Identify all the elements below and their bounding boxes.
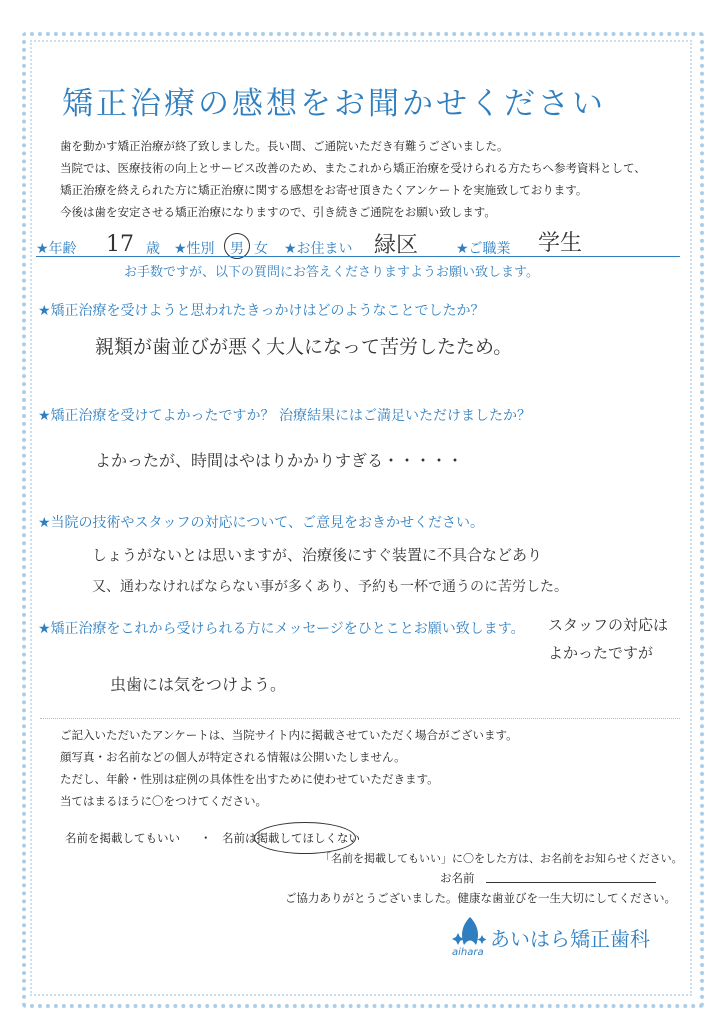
clinic-name: あいはら矯正歯科 (490, 927, 650, 951)
answer-3-line-3: スタッフの対応は (548, 616, 669, 634)
age-value: 17 (106, 232, 134, 257)
option-no-publish[interactable]: 名前は掲載してほしくない (222, 831, 360, 845)
answer-2: よかったが、時間はやはりかかりすぎる・・・・・ (95, 451, 464, 470)
note-line: ご記入いただいたアンケートは、当院サイト内に掲載させていただく場合がございます。 (60, 728, 518, 742)
question-1: ★矯正治療を受けようと思われたきっかけはどのようなことでしたか？ (38, 303, 485, 319)
intro-line: 今後は歯を安定させる矯正治療になりますので、引き続きご通院をお願い致します。 (60, 205, 496, 219)
option-publish[interactable]: 名前を掲載してもいい (65, 831, 180, 845)
question-4: ★矯正治療をこれから受けられる方にメッセージをひとことお願い致します。 (38, 621, 525, 637)
sex-male-option[interactable]: 男 (230, 241, 244, 257)
question-2: ★矯正治療を受けてよかったですか？ 治療結果にはご満足いただけましたか？ (38, 408, 531, 424)
thanks-text: ご協力ありがとうございました。健康な歯並びを一生大切にしてください。 (285, 891, 676, 905)
address-value: 緑区 (374, 233, 419, 258)
info-underline (36, 256, 680, 257)
publish-instruction: 「名前を掲載してもいい」に〇をした方は、お名前をお知らせください。 (320, 852, 683, 865)
name-field[interactable] (486, 882, 656, 883)
job-value: 学生 (538, 231, 583, 256)
answer-3-line-2: 又、通わなければならない事が多くあり、予約も一杯で通うのに苦労した。 (92, 579, 568, 595)
note-line: 顔写真・お名前などの個人が特定される情報は公開いたしません。 (60, 750, 406, 764)
answer-4: 虫歯には気をつけよう。 (110, 675, 287, 694)
request-text: お手数ですが、以下の質問にお答えくださりますようお願い致します。 (124, 265, 539, 280)
notes (60, 724, 518, 812)
name-label: お名前 (440, 871, 475, 885)
sparkle-tooth-icon (452, 915, 488, 949)
address-label: ★お住まい (284, 241, 353, 257)
option-separator: ・ (200, 831, 212, 845)
answer-3-line-4: よかったですが (548, 644, 654, 662)
age-unit: 歳 (146, 241, 160, 257)
intro-line: 歯を動かす矯正治療が終了致しました。長い間、ご通院いただき有難うございました。 (60, 139, 509, 153)
answer-1: 親類が歯並びが悪く大人になって苦労したため。 (95, 336, 513, 358)
age-label: ★年齢 (36, 241, 77, 257)
clinic-logo-sub: aihara (452, 947, 484, 958)
answer-3-line-1: しょうがないとは思いますが、治療後にすぐ装置に不具合などあり (92, 546, 543, 564)
job-label: ★ご職業 (456, 241, 511, 257)
respondent-info (36, 231, 680, 258)
intro-line: 当院では、医療技術の向上とサービス改善のため、またこれから矯正治療を受けられる方たちへ参考資料として、 (60, 161, 646, 175)
intro-text (60, 135, 680, 223)
sex-label: ★性別 (174, 241, 215, 257)
note-line: 当てはまるほうに〇をつけてください。 (60, 794, 267, 808)
sex-female-option[interactable]: 女 (254, 241, 268, 257)
note-line: ただし、年齢・性別は症例の具体性を出すために使わせていただきます。 (60, 772, 439, 786)
question-3: ★当院の技術やスタッフの対応について、ご意見をおきかせください。 (38, 515, 484, 531)
notes-divider (40, 718, 680, 719)
page-title: 矯正治療の感想をお聞かせください (62, 86, 606, 122)
intro-line: 矯正治療を終えられた方に矯正治療に関する感想をお寄せ頂きたくアンケートを実施致しております。 (60, 183, 588, 197)
clinic-logo (452, 915, 672, 965)
